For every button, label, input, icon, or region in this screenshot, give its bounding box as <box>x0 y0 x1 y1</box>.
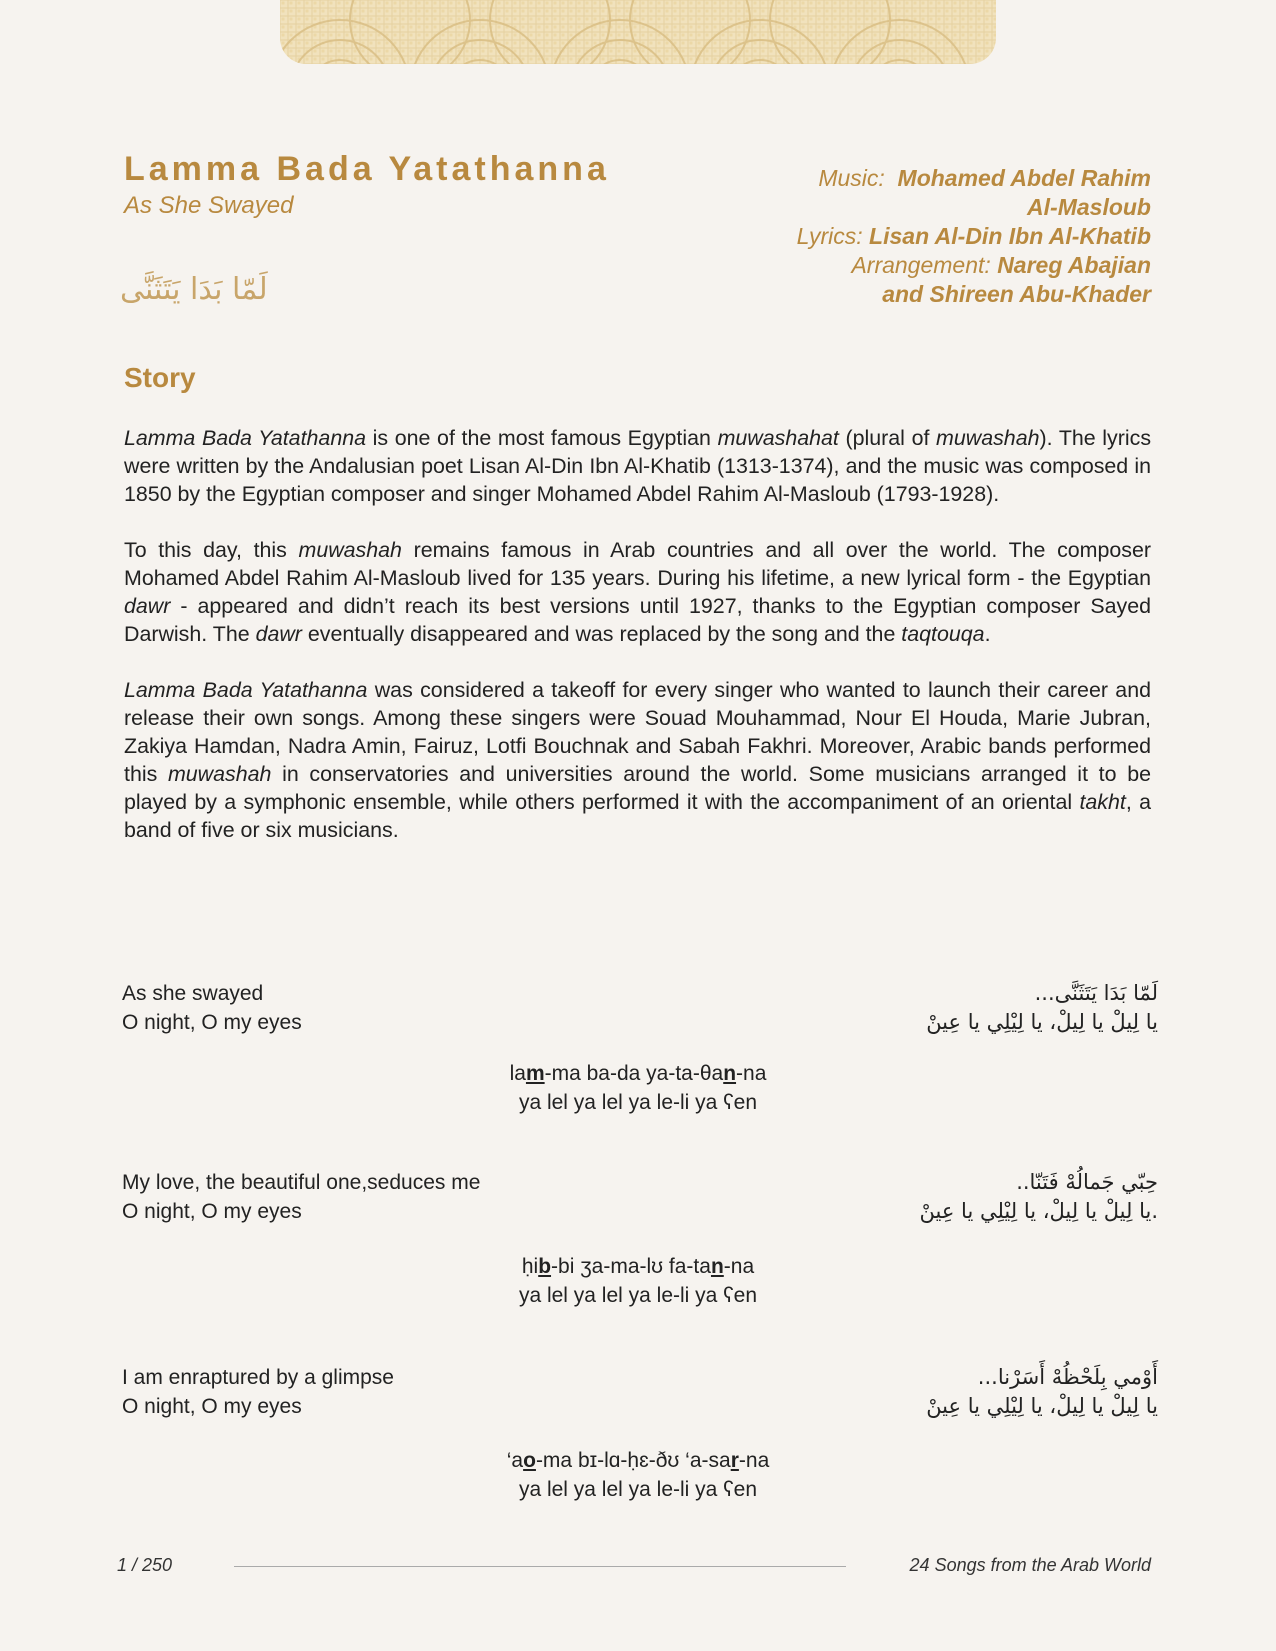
translit-segment: la <box>509 1062 526 1085</box>
story-p2-text-2: muwashah <box>298 538 402 562</box>
verse-1-translit-line-1 <box>338 1059 938 1088</box>
verse-2-arabic <box>920 1168 1158 1226</box>
story-p2-text-4: dawr <box>124 594 171 618</box>
verse-3-english-line-2: O night, O my eyes <box>122 1395 302 1418</box>
verse-2-english-line-1: My love, the beautiful one,seduces me <box>122 1171 481 1194</box>
verse-1-arabic-line-2: يا لِيلْ يا لِيلْ، يا لِيْلِي يا عِينْ <box>926 1010 1158 1034</box>
story-p2-text-3: remains famous in Arab countries and all over the world. The composer Mohamed Abdel Rahim Al-Masloub lived for 135 years. During his lifetime, a new lyrical form - the Egyptian <box>124 538 1151 590</box>
story-p2-text-9: . <box>984 622 991 646</box>
story-body <box>124 424 1151 872</box>
translit-segment: ḥi <box>521 1255 539 1278</box>
verse-3-english-line-1: I am enraptured by a glimpse <box>122 1366 394 1389</box>
story-p3-text-3: muwashah <box>167 762 272 786</box>
story-p1-text-4: (plural of <box>838 426 937 450</box>
verse-2-arabic-line-1: حِبّي جَمالُهْ فَتَنّا.. <box>1016 1170 1158 1194</box>
translit-stress: r <box>730 1449 739 1472</box>
translit-stress: b <box>538 1255 552 1278</box>
story-p1-text-1: Lamma Bada Yatathanna <box>124 426 367 450</box>
credits-block <box>531 164 1151 309</box>
credit-arrangement-value-cont: and Shireen Abu-Khader <box>882 281 1151 307</box>
verse-1-translit-line-2: ya lel ya lel ya le-li ya ʕen <box>518 1091 758 1114</box>
story-p3-text-4: in conservatories and universities around the world. Some musicians arranged it to be played by a symphonic ensemble, while others performed it with the accompaniment of an oriental <box>124 762 1151 814</box>
verse-3-translit-line-1 <box>338 1446 938 1475</box>
translit-segment: -ma bɪ-lɑ-ḥɛ-ðʊ ‘a-sa <box>535 1449 731 1472</box>
translit-segment: -na <box>738 1449 770 1472</box>
story-p2-text-6: dawr <box>255 622 302 646</box>
credit-arrangement-label: Arrangement: <box>851 252 991 278</box>
verse-3-transliteration <box>338 1446 938 1504</box>
story-p1-text-2: is one of the most famous Egyptian <box>366 426 718 450</box>
verse-1-english <box>122 979 302 1037</box>
verse-1-arabic <box>926 979 1158 1037</box>
verse-3-arabic <box>926 1363 1158 1421</box>
translit-stress: o <box>523 1449 536 1472</box>
song-subtitle: As She Swayed <box>124 192 294 219</box>
story-p3-text-5: takht <box>1079 790 1126 814</box>
credit-music-value-cont: Al-Masloub <box>1027 194 1151 220</box>
verse-1-english-line-1: As she swayed <box>122 982 264 1005</box>
credit-lyrics <box>531 222 1151 251</box>
verse-1-transliteration <box>338 1059 938 1117</box>
story-p2-text-8: taqtouqa <box>901 622 985 646</box>
verse-3-translit-line-2: ya lel ya lel ya le-li ya ʕen <box>518 1478 758 1501</box>
verse-2-english <box>122 1168 480 1226</box>
credit-music-label: Music: <box>818 165 885 191</box>
story-paragraph-1 <box>124 424 1151 508</box>
credit-music <box>531 164 1151 193</box>
story-p1-text-5: muwashah <box>936 426 1040 450</box>
footer-divider <box>234 1566 846 1567</box>
translit-segment: -na <box>723 1255 755 1278</box>
verse-2-translit-line-1 <box>338 1252 938 1281</box>
translit-stress: n <box>710 1255 724 1278</box>
story-p3-text-1: Lamma Bada Yatathanna <box>124 678 368 702</box>
translit-stress: m <box>525 1062 545 1085</box>
story-p1-text-3: muwashahat <box>717 426 839 450</box>
story-p1-text-6: ). The lyrics were written by the Andalusian poet Lisan Al-Din Ibn Al-Khatib (1313-1374), and the music was composed in 1850 by the Egyptian composer and singer Mohamed Abdel Rahim Al-Masloub (1793-1928). <box>124 426 1152 506</box>
credit-lyrics-label: Lyrics: <box>796 223 863 249</box>
song-title: Lamma Bada Yatathanna <box>124 150 610 188</box>
verse-3-arabic-line-1: أَوْمي بِلَحْظُهْ أَسَرْنا... <box>977 1365 1158 1389</box>
credit-music-value: Mohamed Abdel Rahim <box>897 165 1151 191</box>
book-title: 24 Songs from the Arab World <box>909 1555 1151 1575</box>
verse-3-english <box>122 1363 394 1421</box>
credit-arrangement <box>531 251 1151 280</box>
verse-1-english-line-2: O night, O my eyes <box>122 1011 302 1034</box>
translit-stress: n <box>723 1062 737 1085</box>
translit-segment: -bi ʒa-ma-lʊ fa-ta <box>551 1255 711 1278</box>
story-paragraph-2 <box>124 536 1151 648</box>
story-paragraph-3 <box>124 676 1151 844</box>
story-p3-text-2: was considered a takeoff for every singer who wanted to launch their career and release their own songs. Among these singers were Souad Mouhammad, Nour El Houda, Marie Jubran, Zakiya Hamdan, Nadra Amin, Fairuz, Lotfi Bouchnak and Sabah Fakhri. Moreover, Arabic bands performed this <box>124 678 1151 786</box>
translit-segment: ‘a <box>506 1449 524 1472</box>
verse-2-transliteration <box>338 1252 938 1310</box>
header-mosaic-decoration <box>280 0 996 64</box>
verse-2-translit-line-2: ya lel ya lel ya le-li ya ʕen <box>518 1284 758 1307</box>
story-p3-text-6: , a band of five or six musicians. <box>124 790 1151 842</box>
story-heading: Story <box>124 362 196 393</box>
arabic-title: لَمّا بَدَا يَتَثَنَّى <box>120 272 268 307</box>
credit-arrangement-value: Nareg Abajian <box>997 252 1151 278</box>
verse-2-arabic-line-2: .يا لِيلْ يا لِيلْ، يا لِيْلِي يا عِينْ <box>919 1199 1158 1223</box>
page-number: 1 / 250 <box>117 1555 173 1575</box>
story-p2-text-7: eventually disappeared and was replaced by the song and the <box>301 622 902 646</box>
verse-2-english-line-2: O night, O my eyes <box>122 1200 302 1223</box>
story-p2-text-1: To this day, this <box>124 538 299 562</box>
verse-1-arabic-line-1: لَمّا بَدَا يَتَثَنَّى... <box>1034 981 1158 1005</box>
translit-segment: -na <box>736 1062 767 1085</box>
story-p2-text-5: - appeared and didn’t reach its best versions until 1927, thanks to the Egyptian composer Sayed Darwish. The <box>124 594 1151 646</box>
translit-segment: -ma ba-da ya-ta-θa <box>544 1062 724 1085</box>
credit-lyrics-value: Lisan Al-Din Ibn Al-Khatib <box>869 223 1151 249</box>
verse-3-arabic-line-2: يا لِيلْ يا لِيلْ، يا لِيْلِي يا عِينْ <box>926 1394 1158 1418</box>
